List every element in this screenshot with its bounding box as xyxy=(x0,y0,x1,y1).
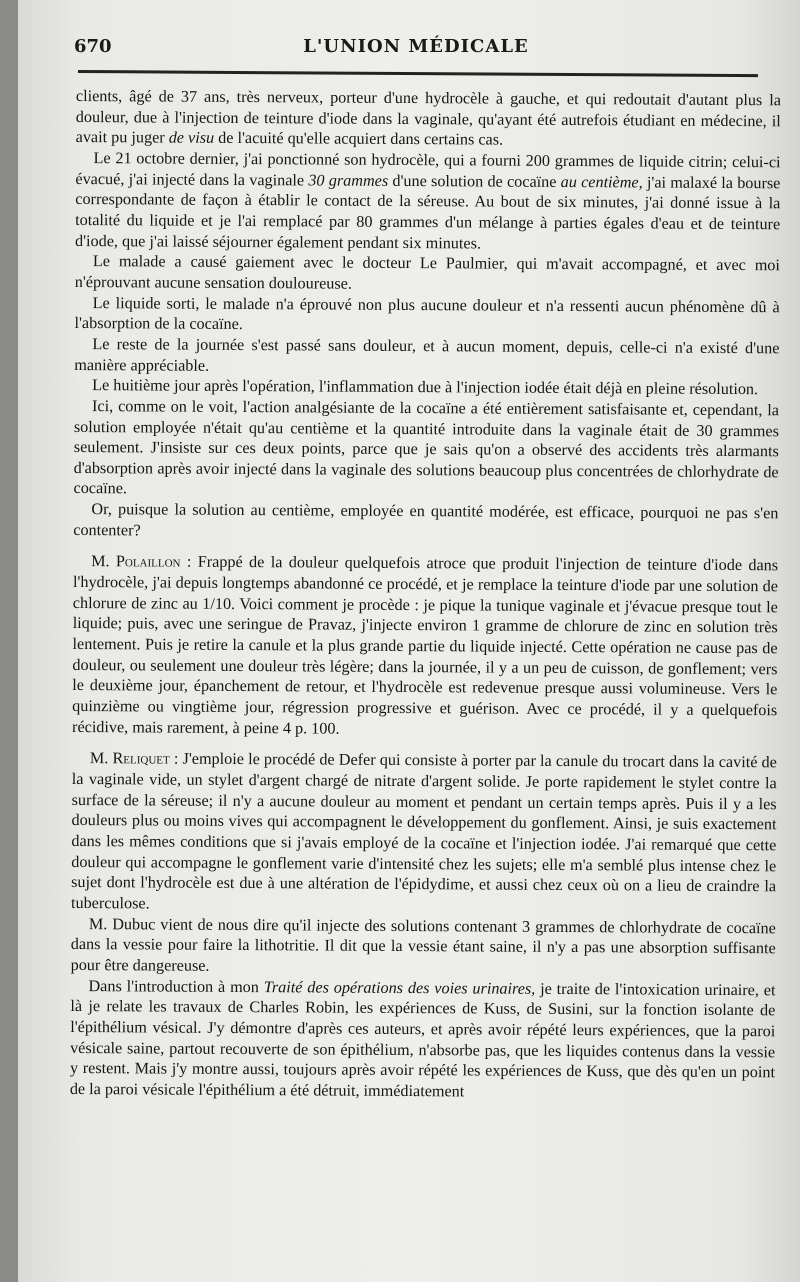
paragraph-polaillon xyxy=(72,551,778,741)
running-title: L'UNION MÉDICALE xyxy=(303,36,529,57)
paragraph: Le malade a causé gaiement avec le docteur Le Paulmier, qui m'avait accompagné, et avec moi n'éprouvant aucune sensation douloureuse. xyxy=(74,252,780,293)
text-run: de l'acuité qu'elle acquiert dans certains cas. xyxy=(214,129,504,149)
page-header xyxy=(66,34,766,64)
text-run: Le 21 octobre dernier, j'ai ponctionné son hydrocèle, qui a fourni 200 grammes de liquide citrin; celui-ci évacué, j'ai injecté dans la vaginale xyxy=(75,149,781,190)
paragraph: Ici, comme on le voit, l'action analgésiante de la cocaïne a été entièrement satisfaisante et, cependant, la solution employée n'était qu'au centième et la quantité introduite dans la vaginale était de 30 grammes seulement. J'insiste sur ces deux points, parce que je sais qu'on a observé des accidents très alarmants d'absorption après avoir injecté dans la vaginale des solutions beaucoup plus concentrées de chlorhydrate de cocaïne. xyxy=(73,396,780,498)
italic-run: au centième, xyxy=(560,172,643,192)
text-run: je traite de l'intoxication urinaire, et là je relate les travaux de Charles Robin, les expériences de Kuss, de Susini, sur la fonction isolante de l'épithélium vésical. J'y démontre d'après ces auteurs, et après avoir répété leurs expériences, que la paroi vésicale saine, partout recouverte de son épithélium, n'absorbe pas, que les liquides contenus dans la vessie y restent. Mais j'y montre aussi, toujours après avoir répété les expériences de Kuss, que dès qu'en un point de la paroi vésicale l'épithélium a été détruit, immédiatement xyxy=(69,979,776,1101)
italic-run: de visu xyxy=(168,128,215,148)
body-text xyxy=(70,86,781,1104)
paragraph: Le liquide sorti, le malade n'a éprouvé non plus aucune douleur et n'a ressenti aucun phénomène dû à l'absorption de la cocaïne. xyxy=(74,293,780,334)
text-run: Dans l'introduction à mon xyxy=(88,976,264,996)
paragraph: M. Dubuc vient de nous dire qu'il injecte des solutions contenant 3 grammes de chlorhydrate de cocaïne dans la vessie pour faire la lithotritie. Il dit que la vessie étant saine, il n'y a pas une absorption suffisante pour être dangereuse. xyxy=(70,914,776,975)
page-number: 670 xyxy=(74,36,112,57)
paragraph: Le reste de la journée s'est passé sans douleur, et à aucun moment, depuis, celle-ci n'a existé d'une manière appréciable. xyxy=(74,334,780,375)
text-run: clients, âgé de 37 ans, très nerveux, porteur d'une hydrocèle à gauche, et qui redoutait d'autant plus la douleur, due à l'injection de teinture d'iode dans la vaginale, qu'ayant été autrefois étudiant en médecine, il avait pu juger xyxy=(75,86,781,147)
text-run: j'ai malaxé la bourse correspondante de façon à établir le contact de la séreuse. Au bout de six minutes, j'ai donné issue à la totalité du liquide et je l'ai remplacé par 80 grammes d'un mélange à parties égales d'eau et de teinture d'iode, que j'ai laissé séjourner également pendant six minutes. xyxy=(75,173,781,253)
text-run: : J'emploie le procédé de Defer qui consiste à porter par la canule du trocart dans la cavité de la vaginale vide, un stylet d'argent chargé de nitrate d'argent solide. Je porte rapidement le stylet contre la surface de la séreuse; il n'y a aucune douleur au moment et pendant un certain temps après. Puis il y a les douleurs plus ou moins vives qui accompagnent le développement du gonflement. Ainsi, je suis exactement dans les mêmes conditions que si j'avais employé de la cocaïne et l'injection iodée. J'ai remarqué que cette douleur qui accompagne le gonflement varie d'intensité chez les sujets; elle m'a semblé plus intense chez le sujet dont l'hydrocèle est due à une altération de l'épidydime, et aussi chez ceux où on a lieu de craindre la tuberculose. xyxy=(70,749,777,913)
speaker-name: M. Polaillon xyxy=(91,552,181,572)
paragraph xyxy=(70,976,776,1104)
paragraph-reliquet xyxy=(71,748,777,918)
paragraph-continuation xyxy=(76,86,781,152)
italic-run: Traité des opérations des voies urinaires, xyxy=(263,977,536,998)
speaker-name: M. Reliquet xyxy=(89,749,170,768)
book-page xyxy=(18,0,800,1282)
text-run: d'une solution de cocaïne xyxy=(388,171,561,191)
header-rule xyxy=(78,70,758,77)
text-run: : Frappé de la douleur quelquefois atroce que produit l'injection de teinture d'iode dans l'hydrocèle, j'ai depuis longtemps abandonné ce procédé, et je remplace la teinture d'iode par une solution de chlorure de zinc au 1/10. Voici comment je procède : je pique la tunique vaginale et j'évacue presque tout le liquide; puis, avec une seringue de Pravaz, j'injecte environ 1 gramme de chlorure de zinc en solution très lentement. Puis je retire la canule et la plus grande partie du liquide injecté. Cette opération ne cause pas de douleur, ou seulement une douleur très légère; dans la journée, il y a un peu de cuisson, de gonflement; vers le deuxième jour, épanchement de retour, et l'hydrocèle est redevenue presque aussi volumineuse. Vers le quinzième ou vingtième jour, régression progressive et guérison. Avec ce procédé, il y a quelquefois récidive, mais rarement, à peine 4 p. 100. xyxy=(72,553,779,738)
paragraph: Or, puisque la solution au centième, employée en quantité modérée, est efficace, pourquoi ne pas s'en contenter? xyxy=(73,500,779,540)
paragraph xyxy=(75,148,781,256)
paragraph: Le huitième jour après l'opération, l'inflammation due à l'injection iodée était déjà en pleine résolution. xyxy=(92,376,759,399)
italic-run: 30 grammes xyxy=(308,171,389,190)
